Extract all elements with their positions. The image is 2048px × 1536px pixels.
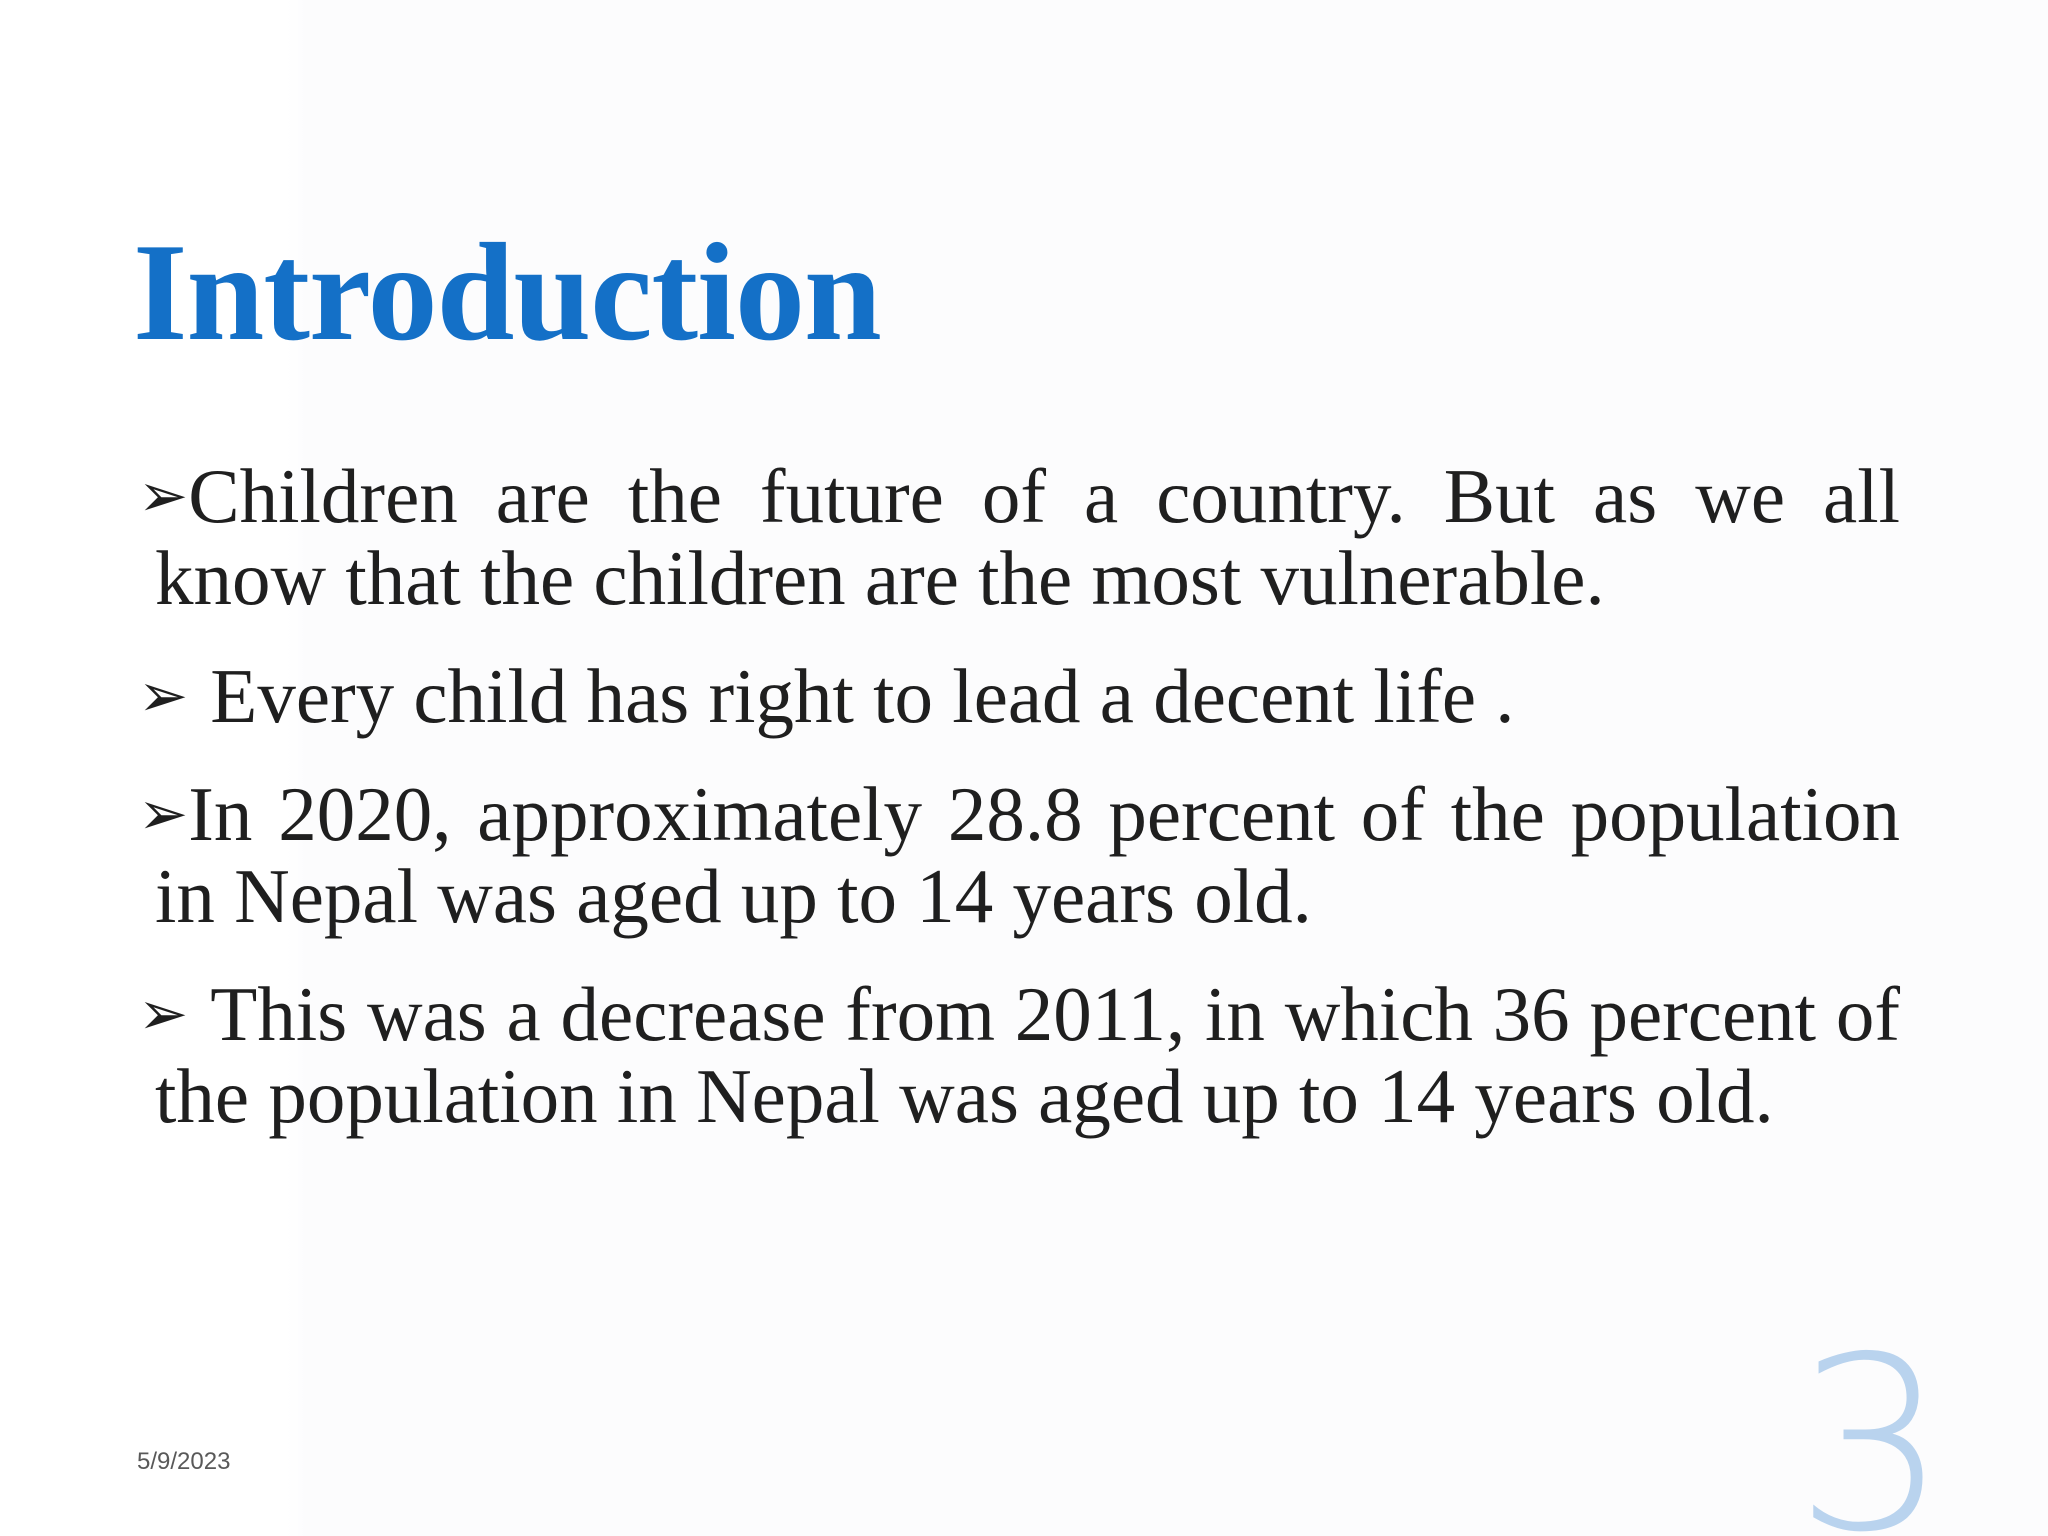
bullet-item (138, 455, 1900, 619)
bullet-text: This was a decrease from 2011, in which 36 percent of the population in Nepal was aged up to 14 years old. (155, 971, 1900, 1139)
slide-date: 5/9/2023 (137, 1448, 231, 1475)
bullet-text: Every child has right to lead a decent life . (210, 653, 1515, 739)
slide-title: Introduction (133, 215, 881, 370)
arrow-bullet-icon: ➢ (138, 779, 189, 849)
bullet-text: Children are the future of a country. But as we all know that the children are the most vulnerable. (155, 453, 1900, 621)
arrow-bullet-icon: ➢ (138, 979, 189, 1049)
bullet-item (138, 973, 1900, 1137)
page-number: 3 (1795, 1305, 1948, 1536)
bullet-item (138, 655, 1900, 737)
bullet-list (138, 455, 1900, 1173)
bullet-item (138, 773, 1900, 937)
arrow-bullet-icon: ➢ (138, 461, 189, 531)
bullet-text: In 2020, approximately 28.8 percent of the population in Nepal was aged up to 14 years old. (155, 771, 1900, 939)
arrow-bullet-icon: ➢ (138, 661, 189, 731)
